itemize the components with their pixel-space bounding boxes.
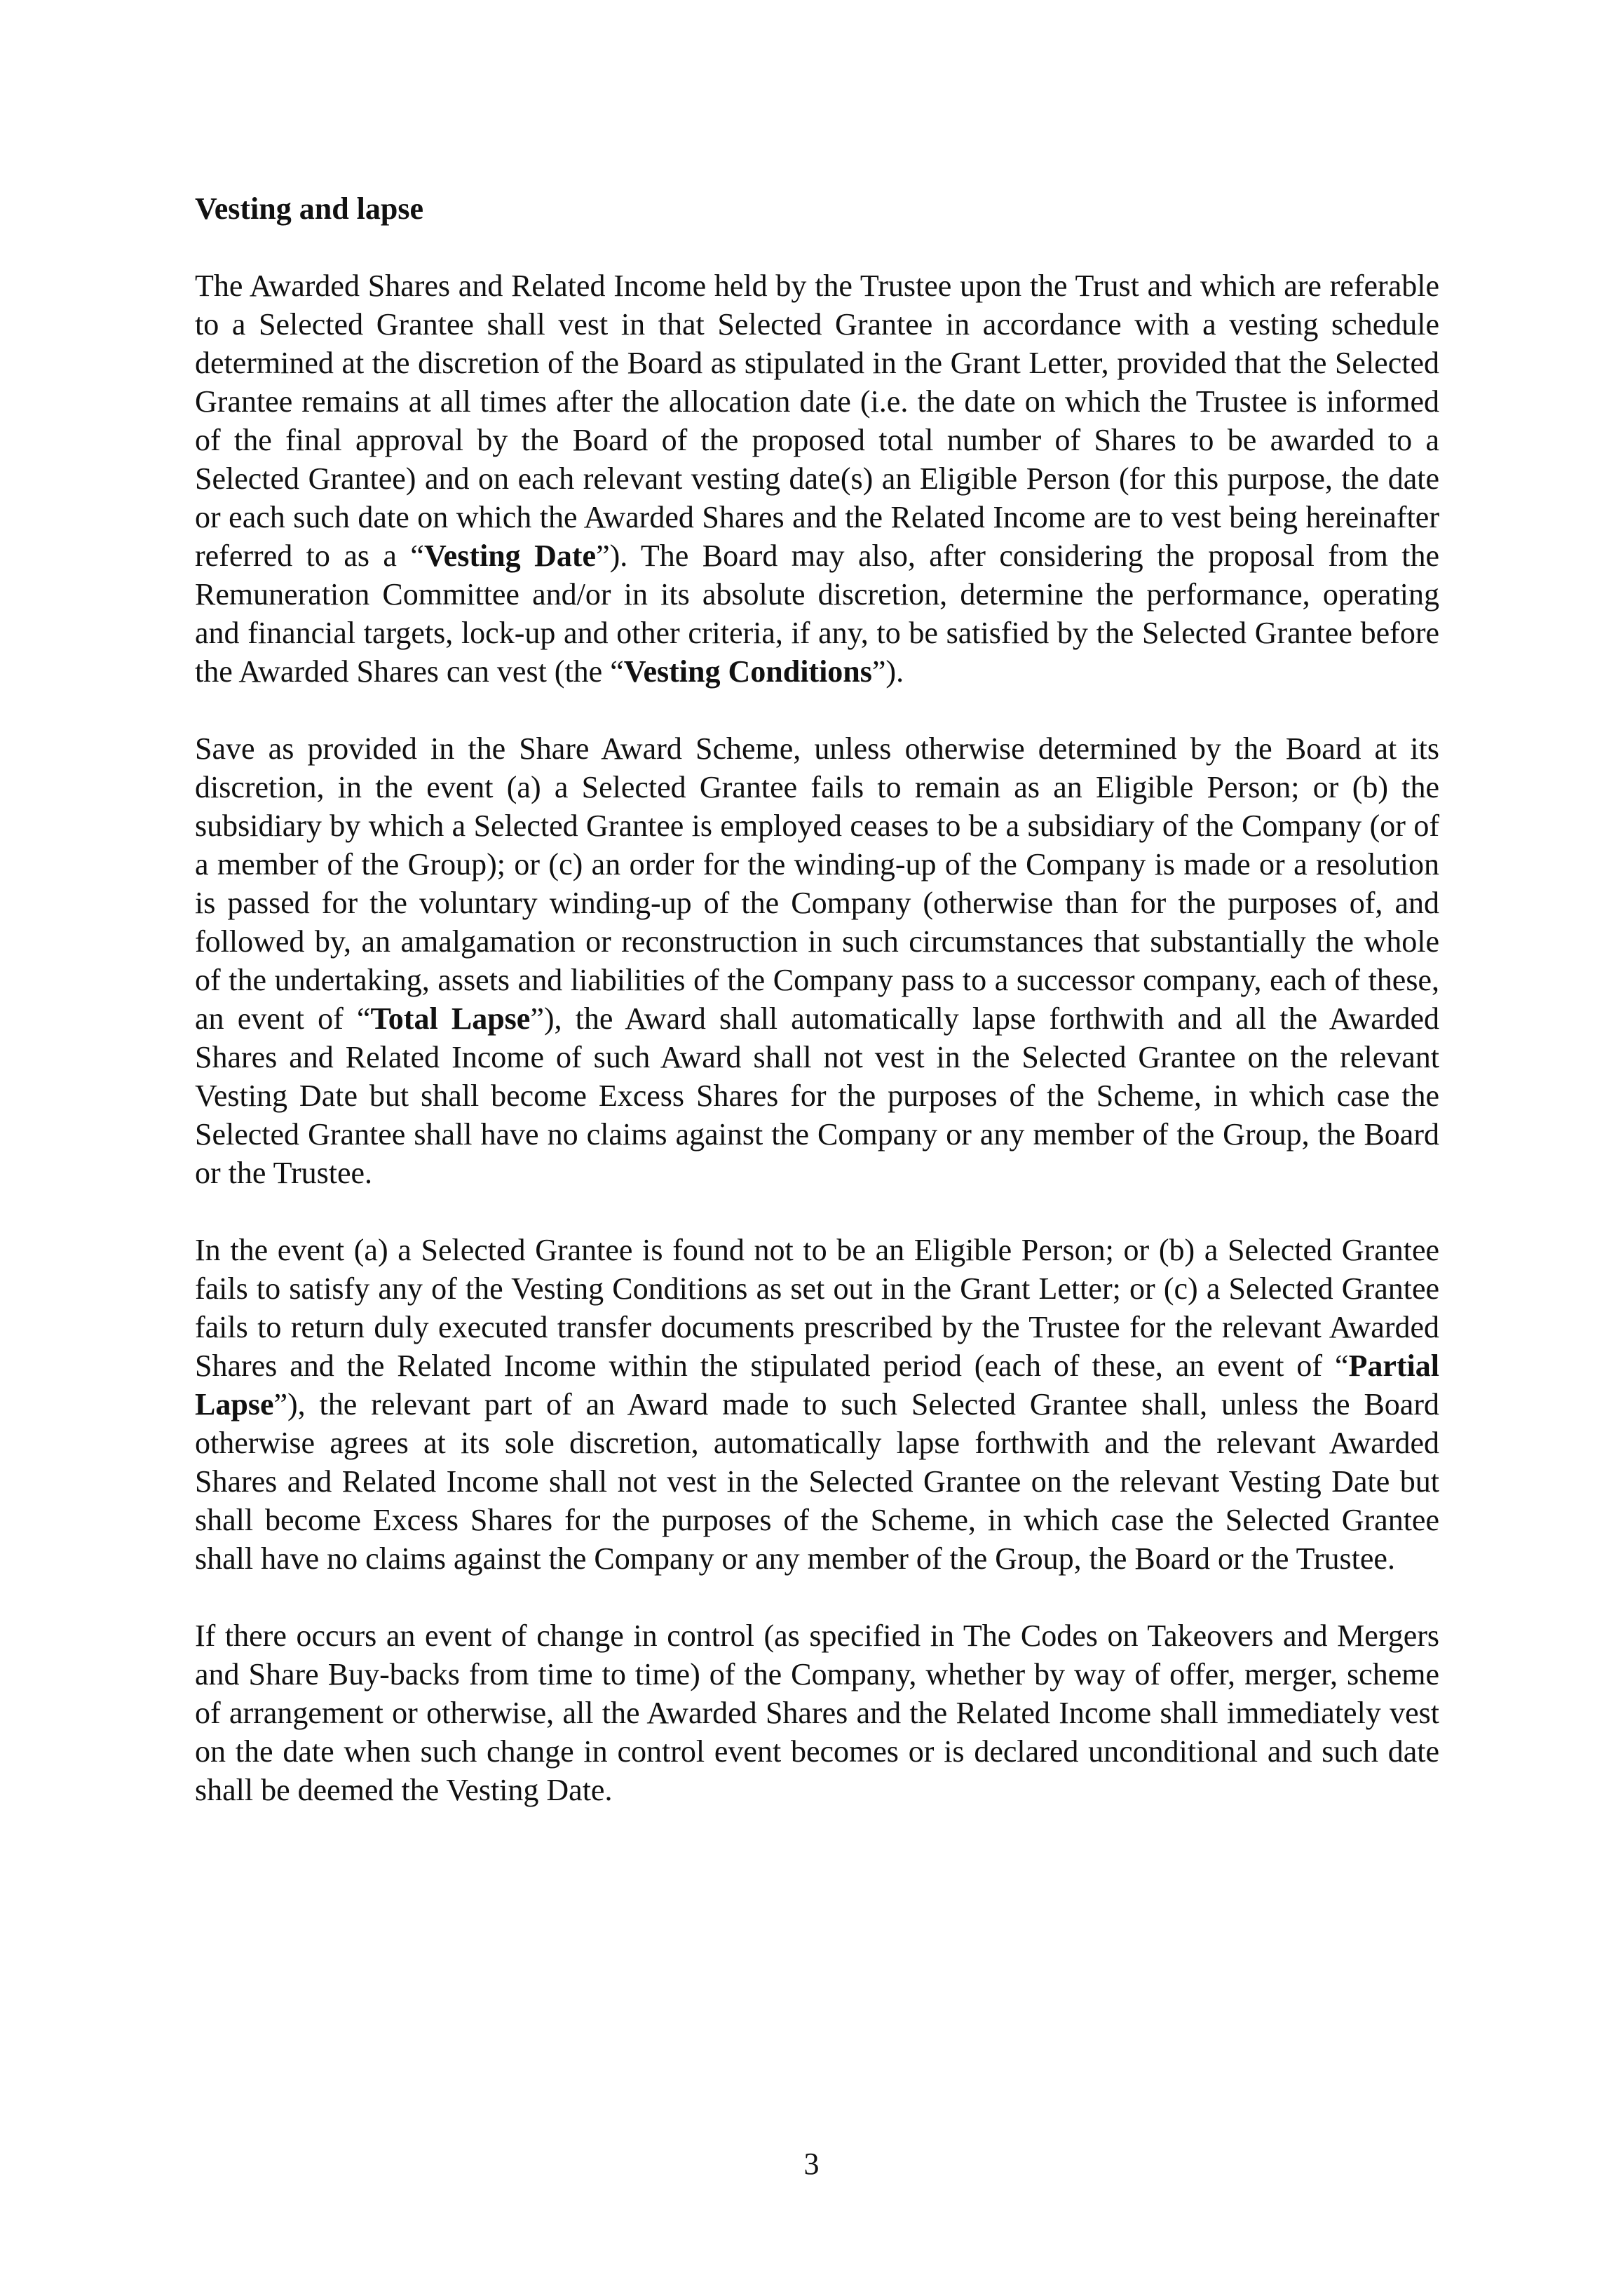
paragraph-text: ”). [871, 654, 904, 689]
page-number: 3 [803, 2147, 820, 2181]
defined-term-total-lapse: Total Lapse [370, 1001, 531, 1036]
page-content [195, 189, 1439, 1848]
paragraph-text: The Awarded Shares and Related Income held by the Trustee upon the Trust and which are referable to a Selected Grantee shall vest in that Selected Grantee in accordance with a vesting schedule determined at the discretion of the Board as stipulated in the Grant Letter, provided that the Selected Grantee remains at all times after the allocation date (i.e. the date on which the Trustee is informed of the final approval by the Board of the proposed total number of Shares to be awarded to a Selected Grantee) and on each relevant vesting date(s) an Eligible Person (for this purpose, the date or each such date on which the Awarded Shares and the Related Income are to vest being hereinafter referred to as a “ [195, 269, 1439, 573]
paragraph-partial-lapse [195, 1231, 1439, 1578]
paragraph-vesting [195, 266, 1439, 691]
defined-term-vesting-conditions: Vesting Conditions [623, 654, 872, 689]
section-heading: Vesting and lapse [195, 191, 424, 226]
paragraph-text: ”), the Award shall automatically lapse forthwith and all the Awarded Shares and Related Income of such Award shall not vest in the Selected Grantee on the relevant Vesting Date but shall become Excess Shares for the purposes of the Scheme, in which case the Selected Grantee shall have no claims against the Company or any member of the Group, the Board or the Trustee. [195, 1001, 1439, 1190]
paragraph-text: If there occurs an event of change in control (as specified in The Codes on Takeovers and Mergers and Share Buy-backs from time to time) of the Company, whether by way of offer, merger, scheme of arrangement or otherwise, all the Awarded Shares and the Related Income shall immediately vest on the date when such change in control event becomes or is declared unconditional and such date shall be deemed the Vesting Date. [195, 1619, 1439, 1807]
defined-term-vesting-date: Vesting Date [423, 539, 597, 573]
paragraph-change-in-control [195, 1616, 1439, 1809]
paragraph-text: ”). The Board may also, after considering the proposal from the Remuneration Committee and/or in its absolute discretion, determine the performance, operating and financial targets, lock-up and other criteria, if any, to be satisfied by the Selected Grantee before the Awarded Shares can vest (the “ [195, 539, 1439, 689]
defined-term-partial-lapse: Partial Lapse [195, 1349, 1439, 1422]
paragraph-text: ”), the relevant part of an Award made to such Selected Grantee shall, unless the Board otherwise agrees at its sole discretion, automatically lapse forthwith and the relevant Awarded Shares and Related Income shall not vest in the Selected Grantee on the relevant Vesting Date but shall become Excess Shares for the purposes of the Scheme, in which case the Selected Grantee shall have no claims against the Company or any member of the Group, the Board or the Trustee. [195, 1387, 1439, 1576]
paragraph-text: In the event (a) a Selected Grantee is found not to be an Eligible Person; or (b) a Selected Grantee fails to satisfy any of the Vesting Conditions as set out in the Grant Letter; or (c) a Selected Grantee fails to return duly executed transfer documents prescribed by the Trustee for the relevant Awarded Shares and the Related Income within the stipulated period (each of these, an event of “ [195, 1233, 1439, 1383]
paragraph-text: Save as provided in the Share Award Scheme, unless otherwise determined by the Board at its discretion, in the event (a) a Selected Grantee fails to remain as an Eligible Person; or (b) the subsidiary by which a Selected Grantee is employed ceases to be a subsidiary of the Company (or of a member of the Group); or (c) an order for the winding-up of the Company is made or a resolution is passed for the voluntary winding-up of the Company (otherwise than for the purposes of, and followed by, an amalgamation or reconstruction in such circumstances that substantially the whole of the undertaking, assets and liabilities of the Company pass to a successor company, each of these, an event of “ [195, 731, 1439, 1036]
paragraph-total-lapse [195, 729, 1439, 1192]
